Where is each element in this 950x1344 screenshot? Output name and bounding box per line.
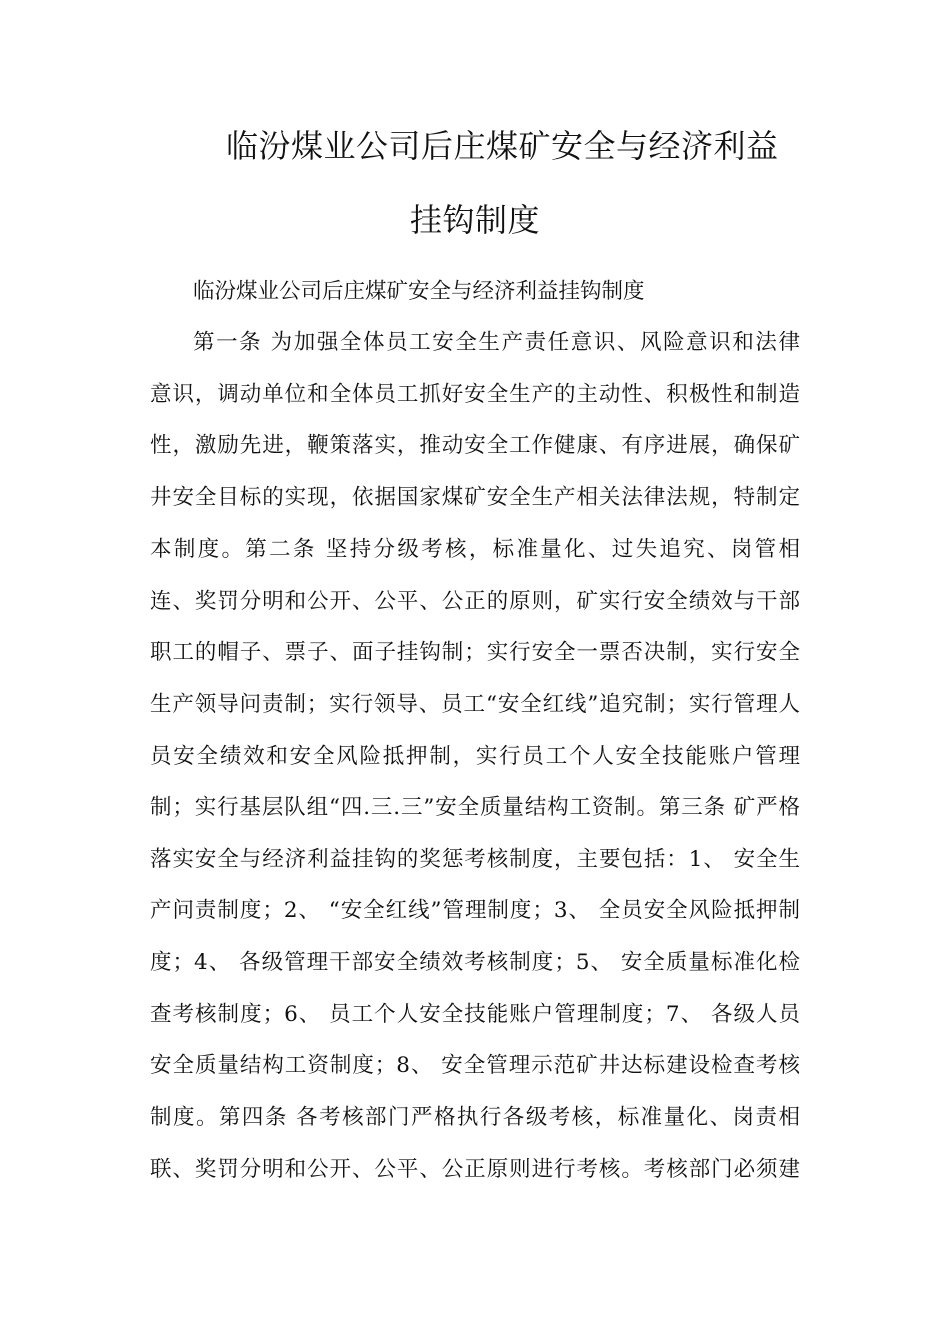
paragraph-line: 查考核制度；6、 员工个人安全技能账户管理制度；7、 各级人员 xyxy=(150,1002,800,1027)
paragraph-line: 安全质量结构工资制度；8、 安全管理示范矿井达标建设检查考核 xyxy=(150,1053,800,1078)
paragraph-line: 井安全目标的实现，依据国家煤矿安全生产相关法律法规，特制定 xyxy=(150,485,800,510)
paragraph-line: 意识，调动单位和全体员工抓好安全生产的主动性、积极性和制造 xyxy=(150,382,800,407)
paragraph-line: 职工的帽子、票子、面子挂钩制；实行安全一票否决制，实行安全 xyxy=(150,640,800,665)
paragraph-line: 本制度。第二条 坚持分级考核，标准量化、过失追究、岗管相 xyxy=(150,537,800,562)
paragraph-line: 落实安全与经济利益挂钩的奖惩考核制度，主要包括：1、 安全生 xyxy=(150,847,800,872)
paragraph-line: 制度。第四条 各考核部门严格执行各级考核，标准量化、岗责相 xyxy=(150,1105,800,1130)
document-title-line-1: 临汾煤业公司后庄煤矿安全与经济利益 xyxy=(226,127,779,165)
paragraph-line: 联、奖罚分明和公开、公平、公正原则进行考核。考核部门必须建 xyxy=(150,1157,800,1182)
document-subtitle: 临汾煤业公司后庄煤矿安全与经济利益挂钩制度 xyxy=(193,279,645,304)
paragraph-line: 员安全绩效和安全风险抵押制，实行员工个人安全技能账户管理 xyxy=(150,744,800,769)
paragraph-line: 产问责制度；2、 “安全红线”管理制度；3、 全员安全风险抵押制 xyxy=(150,898,800,923)
paragraph-line: 度；4、 各级管理干部安全绩效考核制度；5、 安全质量标准化检 xyxy=(150,950,800,975)
paragraph-line: 制；实行基层队组“四.三.三”安全质量结构工资制。第三条 矿严格 xyxy=(150,795,800,820)
paragraph-line: 连、奖罚分明和公开、公平、公正的原则，矿实行安全绩效与干部 xyxy=(150,589,800,614)
document-title-line-2: 挂钩制度 xyxy=(410,201,541,239)
paragraph-line: 第一条 为加强全体员工安全生产责任意识、风险意识和法律 xyxy=(193,330,800,355)
paragraph-line: 性，激励先进，鞭策落实，推动安全工作健康、有序进展，确保矿 xyxy=(150,433,800,458)
paragraph-line: 生产领导问责制；实行领导、员工“安全红线”追究制；实行管理人 xyxy=(150,692,800,717)
